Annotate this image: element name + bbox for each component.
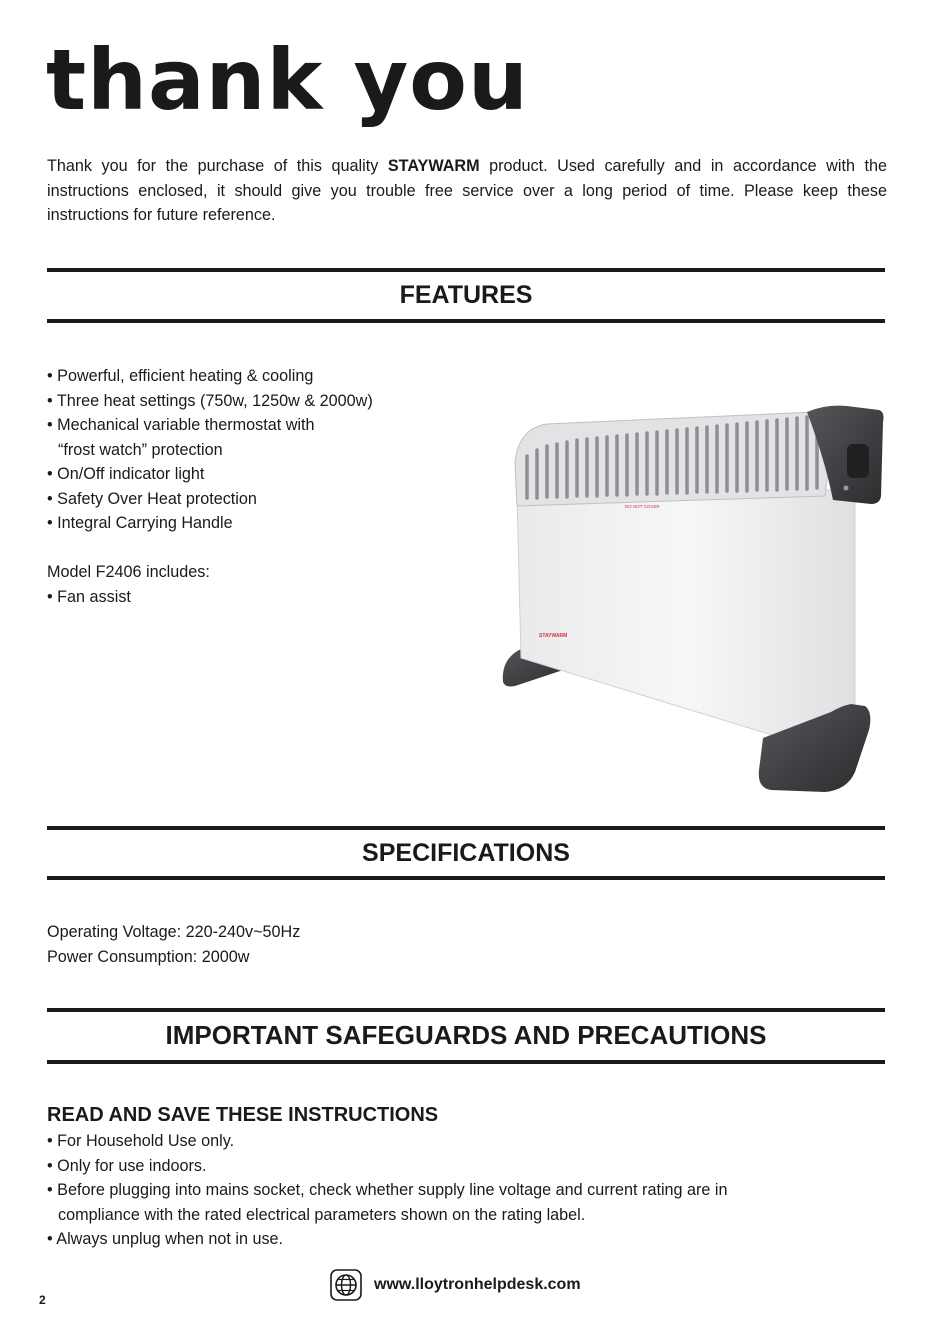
globe-icon	[330, 1269, 362, 1301]
features-heading: FEATURES	[399, 281, 533, 309]
heater-product-image	[495, 400, 890, 795]
feature-item: • Safety Over Heat protection	[47, 489, 257, 508]
spec-power: Power Consumption: 2000w	[47, 947, 250, 966]
features-section	[47, 364, 467, 609]
features-list	[47, 364, 467, 536]
read-and-save-heading: READ AND SAVE THESE INSTRUCTIONS	[47, 1104, 439, 1126]
safeguards-list	[47, 1129, 887, 1252]
heater-brand-label: STAYWARM	[539, 633, 568, 639]
intro-text-before: Thank you for the purchase of this quality	[47, 157, 388, 175]
safeguards-band	[47, 1008, 885, 1064]
features-rule-bottom	[47, 319, 885, 323]
heater-handle	[847, 444, 869, 478]
feature-item: • Integral Carrying Handle	[47, 514, 233, 532]
specifications-heading: SPECIFICATIONS	[362, 839, 570, 867]
feature-item: • Three heat settings (750w, 1250w & 2000w)	[47, 391, 373, 410]
safeguard-item: • Before plugging into mains socket, check whether supply line voltage and current rating are in compliance with the rated electrical parameters shown on the rating label.	[47, 1181, 728, 1224]
safeguards-heading: IMPORTANT SAFEGUARDS AND PRECAUTIONS	[165, 1020, 767, 1050]
features-band	[47, 268, 885, 323]
do-not-cover-label: DO NOT COVER	[625, 504, 660, 509]
specifications-section	[47, 920, 547, 969]
heater-body	[517, 490, 855, 750]
feature-item: • Mechanical variable thermostat with “frost watch” protection	[47, 416, 315, 459]
footer-helpdesk	[330, 1269, 581, 1301]
intro-paragraph	[47, 154, 887, 228]
page-number: 2	[39, 1293, 46, 1307]
safeguard-item: • For Household Use only.	[47, 1132, 235, 1150]
safeguards-section	[47, 1104, 887, 1252]
specifications-band	[47, 826, 885, 880]
model-features-list	[47, 585, 467, 610]
spec-voltage: Operating Voltage: 220-240v~50Hz	[47, 923, 301, 941]
intro-text-after: product. Used carefully and in accordance with the instructions enclosed, it should give you trouble free service over a long period of time. Please keep these instructions for future reference.	[47, 157, 887, 224]
feature-item: • Powerful, efficient heating & cooling	[47, 367, 314, 385]
brand-name: STAYWARM	[387, 157, 480, 175]
safeguard-item: • Always unplug when not in use.	[47, 1230, 284, 1248]
safeguard-item: • Only for use indoors.	[47, 1156, 207, 1175]
helpdesk-url[interactable]: www.lloytronhelpdesk.com	[374, 1276, 581, 1293]
model-feature-item: • Fan assist	[47, 587, 131, 606]
feature-item: • On/Off indicator light	[47, 465, 205, 483]
safeguards-rule-bottom	[47, 1060, 885, 1064]
indicator-light-icon	[844, 486, 849, 491]
model-note: Model F2406 includes:	[47, 563, 210, 581]
page-title: thank you	[46, 31, 529, 129]
specifications-rule-bottom	[47, 876, 885, 880]
